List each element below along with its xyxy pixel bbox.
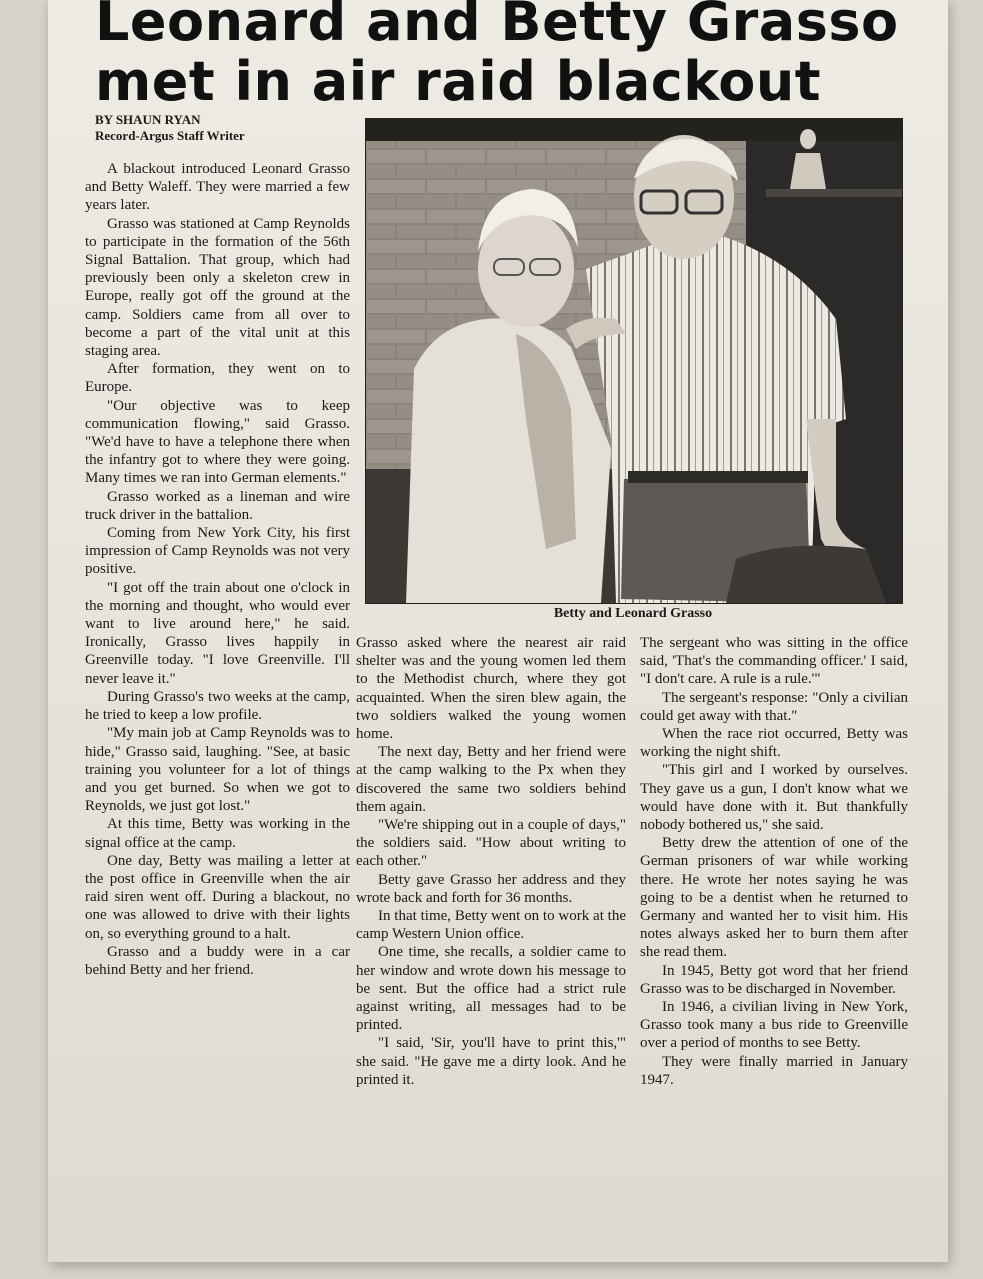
headline	[95, 0, 915, 112]
paragraph: In 1946, a civilian living in New York, Grasso took many a bus ride to Greenville over a period of months to see Betty.	[640, 999, 908, 1052]
paragraph: "This girl and I worked by ourselves. They gave us a gun, I don't know what we would have done with it. But thankfully nobody bothered us," she said.	[640, 762, 908, 834]
byline	[95, 112, 355, 144]
paragraph: In 1945, Betty got word that her friend Grasso was to be discharged in November.	[640, 962, 908, 997]
photo-caption: Betty and Leonard Grasso	[553, 606, 713, 621]
paragraph: In that time, Betty went on to work at the camp Western Union office.	[356, 908, 626, 943]
paragraph: One time, she recalls, a soldier came to her window and wrote down his message to be sent. But the office had a strict rule against writing, all messages had to be printed.	[356, 944, 626, 1034]
paragraph: "My main job at Camp Reynolds was to hide," Grasso said, laughing. "See, at basic training you volunteer for a lot of things and you get burned. So when we got to Reynolds, we just got lost."	[85, 725, 350, 815]
paragraph: Grasso was stationed at Camp Reynolds to participate in the formation of the 56th Signal Battalion. That group, which had previously been only a skeleton crew in Europe, really got off the ground at the camp. Soldiers came from all over to become a part of the vital unit at this staging area.	[85, 215, 350, 360]
paragraph: During Grasso's two weeks at the camp, he tried to keep a low profile.	[85, 688, 350, 724]
article-column-1	[85, 160, 350, 979]
paragraph: The next day, Betty and her friend were at the camp walking to the Px when they discovered the same two soldiers behind them again.	[356, 744, 626, 815]
paragraph: A blackout introduced Leonard Grasso and Betty Waleff. They were married a few years later.	[85, 161, 350, 214]
byline-title: Record-Argus Staff Writer	[95, 128, 245, 143]
paragraph: They were finally married in January 1947.	[640, 1053, 908, 1088]
article-column-3	[640, 634, 908, 1089]
paragraph: Coming from New York City, his first impression of Camp Reynolds was not very positive.	[85, 525, 350, 578]
paragraph: "We're shipping out in a couple of days," the soldiers said. "How about writing to each other."	[356, 817, 626, 870]
headline-line-2: met in air raid blackout	[95, 50, 822, 113]
paragraph: The sergeant who was sitting in the office said, 'That's the commanding officer.' I said, "I don't care. A rule is a rule.'"	[640, 635, 908, 688]
article-column-2	[356, 634, 626, 1089]
couple-photo-illustration	[366, 119, 902, 603]
paragraph: Betty drew the attention of one of the German prisoners of war while working there. He wrote her notes saying he was going to be a dentist when he returned to Germany and wanted her to visit him. His notes always asked her to burn them after she read them.	[640, 835, 908, 961]
paragraph: "Our objective was to keep communication flowing," said Grasso. "We'd have to have a telephone there when the infantry got to where they were going. Many times we ran into German elements."	[85, 397, 350, 487]
paragraph: Betty gave Grasso her address and they wrote back and forth for 36 months.	[356, 871, 626, 906]
headline-line-1: Leonard and Betty Grasso	[95, 0, 899, 53]
paragraph: Grasso and a buddy were in a car behind Betty and her friend.	[85, 943, 350, 978]
byline-author: BY SHAUN RYAN	[95, 112, 201, 127]
paragraph: The sergeant's response: "Only a civilian could get away with that."	[640, 689, 908, 724]
paragraph: "I got off the train about one o'clock in the morning and thought, who would ever want to live around here," he said. Ironically, Grasso lives happily in Greenville today. "I love Greenville. I'll never leave it."	[85, 579, 350, 687]
paragraph: When the race riot occurred, Betty was working the night shift.	[640, 726, 908, 761]
paragraph: After formation, they went on to Europe.	[85, 361, 350, 396]
paragraph: At this time, Betty was working in the signal office at the camp.	[85, 816, 350, 851]
paragraph: One day, Betty was mailing a letter at the post office in Greenville when the air raid siren went off. During a blackout, no one was allowed to drive with their lights on, so everything ground to a halt.	[85, 852, 350, 942]
paragraph: "I said, 'Sir, you'll have to print this,'" she said. "He gave me a dirty look. And he printed it.	[356, 1035, 626, 1088]
paragraph: Grasso worked as a lineman and wire truck driver in the battalion.	[85, 488, 350, 523]
article-photo	[365, 118, 903, 604]
paragraph: Grasso asked where the nearest air raid shelter was and the young women led them to the Methodist church, where they got acquainted. When the siren blew again, the two soldiers walked the young women home.	[356, 635, 626, 743]
